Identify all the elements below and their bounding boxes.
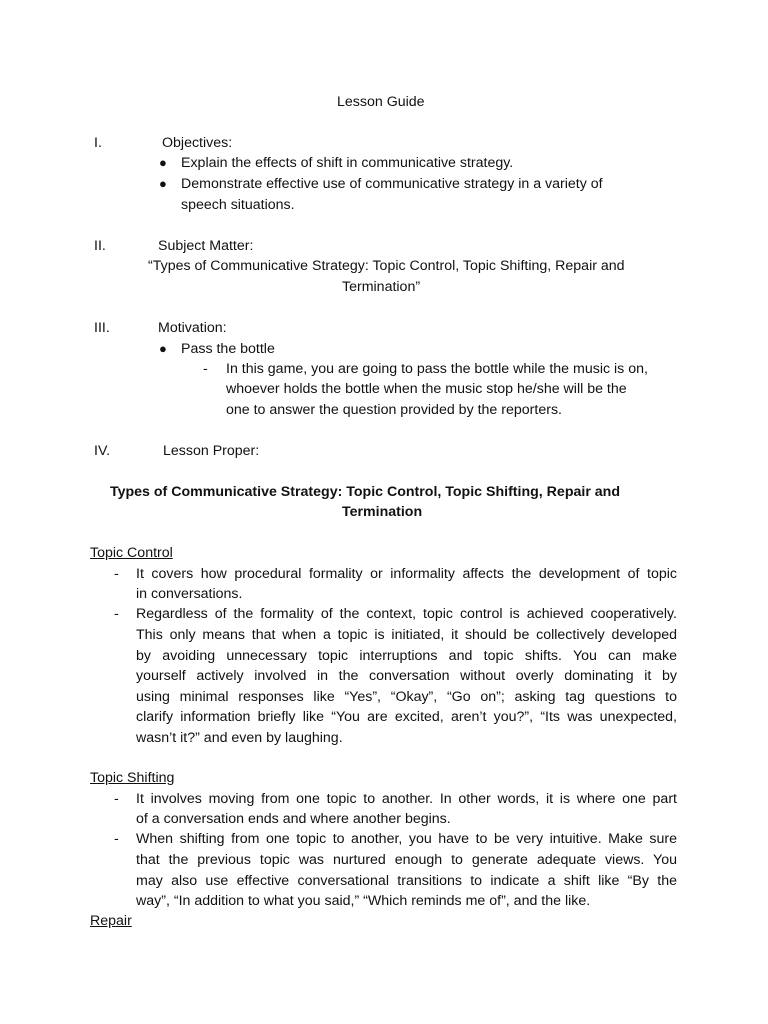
topic-shifting-item2-line4: way”, “In addition to what you said,” “Which reminds me of”, and the like. [136,893,591,909]
topic-control-item2-line1: Regardless of the formality of the context, topic control is achieved cooperatively. [136,606,677,622]
objective-item-2-cont: speech situations. [181,197,295,213]
lesson-proper-heading: Lesson Proper: [163,443,260,459]
topic-control-item1-line2: in conversations. [136,586,243,602]
objective-item-1: Explain the effects of shift in communicative strategy. [181,155,514,171]
topic-control-item1-line1: It covers how procedural formality or informality affects the development of topic [136,566,677,582]
dash-marker: - [114,791,119,807]
motivation-numeral: III. [94,320,110,336]
topic-shifting-item1-line1: It involves moving from one topic to another. In other words, it is where one part [136,791,677,807]
topic-shifting-item2-line1: When shifting from one topic to another, you have to be very intuitive. Make sure [136,831,677,847]
motivation-bullet: Pass the bottle [181,341,275,357]
topic-shifting-item2-line3: may also use effective conversational transitions to indicate a shift like “By the [136,873,677,889]
topic-shifting-heading: Topic Shifting [90,770,175,786]
subject-line-2: Termination” [342,279,421,295]
lesson-proper-numeral: IV. [94,443,111,459]
main-heading-line-2: Termination [342,504,423,520]
dash-marker: - [114,831,119,847]
topic-control-item2-line5: using minimal responses like “Yes”, “Okay”, “Go on”; asking tag questions to [136,689,677,705]
dash-marker: - [203,361,208,377]
bullet-icon: ● [159,176,167,191]
motivation-line-1: In this game, you are going to pass the bottle while the music is on, [226,361,648,377]
motivation-line-2: whoever holds the bottle when the music stop he/she will be the [226,381,627,397]
topic-control-item2-line3: by avoiding unnecessary topic interruptions and topic shifts. You can make [136,648,677,664]
subject-heading: Subject Matter: [158,238,254,254]
motivation-line-3: one to answer the question provided by the reporters. [226,402,562,418]
subject-numeral: II. [94,238,106,254]
topic-control-item2-line6: clarify information briefly like “You are excited, aren’t you?”, “Its was unexpected, [136,709,677,725]
subject-line-1: “Types of Communicative Strategy: Topic Control, Topic Shifting, Repair and [148,258,625,274]
topic-control-item2-line2: This only means that when a topic is initiated, it should be collectively developed [136,627,677,643]
topic-control-heading: Topic Control [90,545,173,561]
motivation-heading: Motivation: [158,320,227,336]
topic-shifting-item2-line2: that the previous topic was nurtured enough to generate adequate views. You [136,852,677,868]
topic-control-item2-line7: wasn’t it?” and even by laughing. [136,730,343,746]
bullet-icon: ● [159,155,167,170]
objectives-numeral: I. [94,135,102,151]
repair-heading: Repair [90,913,132,929]
dash-marker: - [114,566,119,582]
objective-item-2: Demonstrate effective use of communicative strategy in a variety of [181,176,603,192]
page-title: Lesson Guide [337,94,425,110]
dash-marker: - [114,606,119,622]
topic-control-item2-line4: yourself actively involved in the conversation without overly dominating it by [136,668,677,684]
main-heading-line-1: Types of Communicative Strategy: Topic Control, Topic Shifting, Repair and [110,484,620,500]
bullet-icon: ● [159,341,167,356]
topic-shifting-item1-line2: of a conversation ends and where another begins. [136,811,451,827]
objectives-heading: Objectives: [162,135,233,151]
